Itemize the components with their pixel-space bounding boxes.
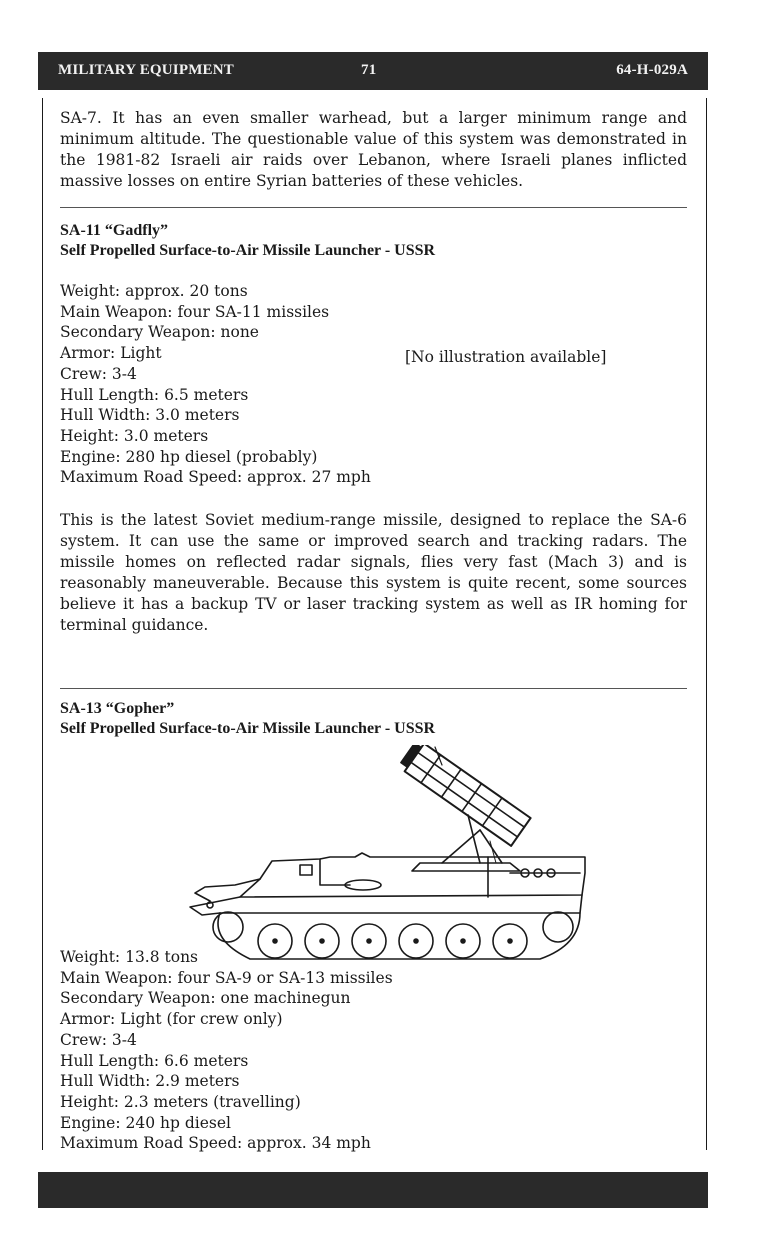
spec-crew: Crew: 3-4: [60, 1030, 137, 1049]
header-page-number: 71: [361, 62, 377, 78]
spec-crew: Crew: 3-4: [60, 364, 137, 383]
spec-max-road-speed: Maximum Road Speed: approx. 34 mph: [60, 1134, 371, 1153]
left-margin-rule: [42, 98, 43, 1150]
sa11-spec-list: [60, 281, 371, 488]
section-divider: [60, 688, 687, 689]
sa11-description: This is the latest Soviet medium-range missile, designed to replace the SA-6 system. It can use the same or improved search and tracking radars. The missile homes on reflected radar signals, flies very fast (Mach 3) and is reasonably maneuverable. Because this system is quite recent, some sources believe it has a backup TV or laser tracking system as well as IR homing for terminal guidance.: [60, 511, 687, 634]
sa13-subtitle: Self Propelled Surface-to-Air Missile Launcher - USSR: [60, 720, 436, 737]
sa11-subtitle: Self Propelled Surface-to-Air Missile Launcher - USSR: [60, 242, 436, 259]
spec-height: Height: 2.3 meters (travelling): [60, 1092, 301, 1111]
spec-height: Height: 3.0 meters: [60, 426, 209, 445]
spec-armor: Armor: Light (for crew only): [60, 1010, 283, 1029]
spec-main-weapon: Main Weapon: four SA-11 missiles: [60, 302, 330, 321]
spec-secondary-weapon: Secondary Weapon: one machinegun: [60, 989, 351, 1008]
spec-engine: Engine: 280 hp diesel (probably): [60, 447, 318, 466]
spec-armor: Armor: Light: [60, 344, 162, 363]
spec-max-road-speed: Maximum Road Speed: approx. 27 mph: [60, 468, 371, 487]
sa11-title: SA-11 “Gadfly”: [60, 222, 169, 239]
spec-main-weapon: Main Weapon: four SA-9 or SA-13 missiles: [60, 968, 393, 987]
header-doc-code: 64-H-029A: [616, 62, 688, 78]
sa13-vehicle-illustration: [180, 745, 600, 970]
page-footer-bar: [38, 1172, 708, 1208]
spec-secondary-weapon: Secondary Weapon: none: [60, 323, 259, 342]
spec-weight: Weight: 13.8 tons: [60, 948, 199, 966]
spec-hull-length: Hull Length: 6.5 meters: [60, 385, 249, 404]
header-section-title: MILITARY EQUIPMENT: [58, 62, 234, 78]
spec-weight: Weight: approx. 20 tons: [60, 282, 248, 300]
intro-paragraph: SA-7. It has an even smaller warhead, but a larger minimum range and minimum altitude. The questionable value of this system was demonstrated in the 1981-82 Israeli air raids over Lebanon, where Israeli planes inflicted massive losses on entire Syrian batteries of these vehicles.: [60, 109, 687, 190]
spec-engine: Engine: 240 hp diesel: [60, 1113, 231, 1132]
spec-hull-width: Hull Width: 3.0 meters: [60, 406, 240, 425]
spec-hull-width: Hull Width: 2.9 meters: [60, 1072, 240, 1091]
right-margin-rule: [706, 98, 707, 1150]
sa13-spec-list: [60, 947, 393, 1154]
section-divider: [60, 207, 687, 208]
spec-hull-length: Hull Length: 6.6 meters: [60, 1051, 249, 1070]
page-header-bar: [38, 52, 708, 90]
no-illustration-note: [No illustration available]: [405, 348, 607, 366]
sa13-title: SA-13 “Gopher”: [60, 700, 175, 717]
